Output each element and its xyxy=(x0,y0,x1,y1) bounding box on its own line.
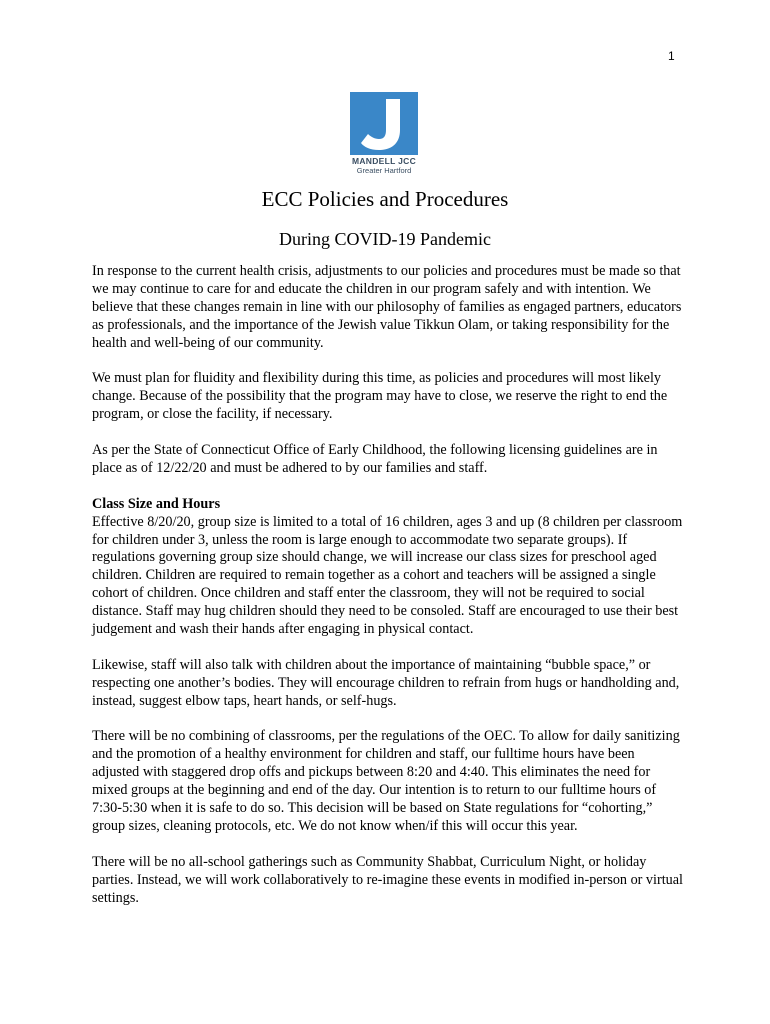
document-subtitle: During COVID-19 Pandemic xyxy=(279,229,491,249)
j-letter-icon xyxy=(350,92,418,155)
bubble-space-paragraph: Likewise, staff will also talk with children about the importance of maintaining “bubble space,” or respecting one another’s bodies. They will encourage children to refrain from hugs or handholding and, instead, suggest elbow taps, heart hands, or self-hugs. xyxy=(92,656,680,709)
mandell-jcc-logo xyxy=(346,92,422,178)
licensing-paragraph: As per the State of Connecticut Office of Early Childhood, the following licensing guidelines are in place as of 12/22/20 and must be adhered to by our families and staff. xyxy=(92,442,658,476)
flexibility-paragraph: We must plan for fluidity and flexibility during this time, as policies and procedures will most likely change. Because of the possibility that the program may have to close, we reserve the right to end the program, or close the facility, if necessary. xyxy=(92,370,668,423)
section-heading: Class Size and Hours xyxy=(92,495,221,512)
class-size-section xyxy=(92,496,684,639)
logo-j-mark xyxy=(350,92,418,155)
logo-subtitle: Greater Hartford xyxy=(356,166,412,175)
document-body xyxy=(92,263,684,925)
intro-paragraph: In response to the current health crisis, adjustments to our policies and procedures must be made so that we may continue to care for and educate the children in our program safely and with intention. We believe that these changes remain in line with our philosophy of families as engaged partners, educators as professionals, and the importance of the Jewish value Tikkun Olam, or taking responsibility for the health and well-being of our community. xyxy=(92,263,682,351)
document-title: ECC Policies and Procedures xyxy=(261,187,509,211)
page-number: 1 xyxy=(668,49,675,63)
logo-name: MANDELL JCC xyxy=(351,156,417,166)
group-size-paragraph: Effective 8/20/20, group size is limited to a total of 16 children, ages 3 and up (8 children per classroom for children under 3, unless the room is large enough to accommodate two separate groups). If regulations governing group size should change, we will increase our class sizes for preschool aged children. Children are required to remain together as a cohort and teachers will be assigned a single cohort of children. Once children and staff enter the classroom, they will not be required to social distance. Staff may hug children should they need to be consoled. Staff are encouraged to use their best judgement and wash their hands after engaging in physical contact. xyxy=(92,513,683,638)
combining-classrooms-paragraph: There will be no combining of classrooms, per the regulations of the OEC. To allow for daily sanitizing and the promotion of a healthy environment for children and staff, our fulltime hours have been adjusted with staggered drop offs and pickups between 8:20 and 4:40. This eliminates the need for mixed groups at the beginning and end of the day. Our intention is to return to our fulltime hours of 7:30-5:30 when it is safe to do so. This decision will be based on State regulations for “cohorting,” group sizes, cleaning protocols, etc. We do not know when/if this will occur this year. xyxy=(92,728,680,835)
gatherings-paragraph: There will be no all-school gatherings such as Community Shabbat, Curriculum Night, or holiday parties. Instead, we will work collaboratively to re-imagine these events in modified in-person or virtual settings. xyxy=(92,853,683,906)
